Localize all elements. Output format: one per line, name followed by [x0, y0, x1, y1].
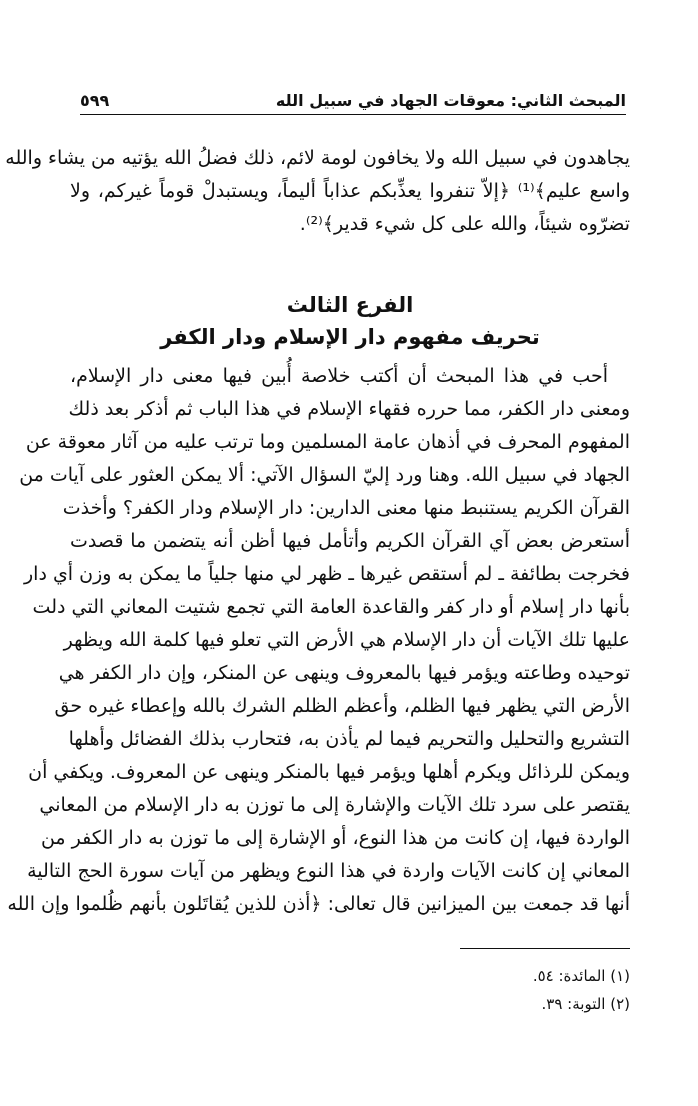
footnote: (١) المائدة: ٥٤.: [532, 967, 630, 985]
text-line: يقتصر على سرد تلك الآيات والإشارة إلى ما توزن به دار الإسلام من المعاني: [39, 794, 630, 816]
header-rule: [80, 114, 626, 115]
text-line: ومعنى دار الكفر، مما حرره فقهاء الإسلام في هذا الباب ثم أذكر بعد ذلك: [68, 398, 630, 420]
text-line: عليها تلك الآيات أن دار الإسلام هي الأرض التي تعلو فيها كلمة الله ويظهر: [63, 629, 630, 651]
text-line: الأرض التي يظهر فيها الظلم، وأعظم الظلم الشرك بالله وإعطاء غيره حق: [54, 695, 630, 717]
text-line: تضرّوه شيئاً، والله على كل شيء قدير﴾⁽²⁾.: [299, 213, 630, 235]
text-line: المفهوم المحرف في أذهان عامة المسلمين وما ترتب عليه من آثار معوقة عن: [25, 431, 630, 453]
text-line: يجاهدون في سبيل الله ولا يخافون لومة لائم، ذلك فضلُ الله يؤتيه من يشاء والله: [5, 147, 630, 169]
text-line: أستعرض بعض آي القرآن الكريم وأتأمل فيها أظن أنه يتضمن ما قصدت: [70, 530, 630, 552]
running-header: [80, 86, 626, 114]
text-line: القرآن الكريم يستنبط منها معنى الدارين: دار الإسلام ودار الكفر؟ وأخذت: [62, 497, 630, 519]
text-line: الجهاد في سبيل الله. وهنا ورد إليّ السؤال الآتي: ألا يمكن العثور على آيات من: [19, 464, 630, 486]
text-line: بأنها دار إسلام أو دار كفر والقاعدة العامة التي تجمع شتيت المعاني التي دلت: [32, 596, 630, 618]
text-line: أحب في هذا المبحث أن أكتب خلاصة أُبين فيها معنى دار الإسلام،: [70, 365, 608, 387]
branch-title: الفرع الثالث: [286, 293, 414, 317]
text-line: الواردة فيها، إن كانت من هذا النوع، أو الإشارة إلى ما توزن به دار الكفر من: [40, 827, 630, 849]
footnotes: [300, 962, 630, 1018]
section-subtitle: تحريف مفهوم دار الإسلام ودار الكفر: [160, 325, 540, 349]
page-number: ٥٩٩: [80, 90, 110, 110]
text-line: المعاني إن كانت الآيات واردة في هذا النوع ويظهر من آيات سورة الحج التالية: [27, 860, 630, 882]
text-line: أنها قد جمعت بين الميزانين قال تعالى: ﴿أذن للذين يُقاتَلون بأنهم ظُلموا وإن الله: [7, 893, 630, 915]
text-line: توحيده وطاعته ويؤمر فيها بالمعروف وينهى عن المنكر، وإن دار الكفر هي: [58, 662, 630, 684]
footnote: (٢) التوبة: ٣٩.: [541, 995, 630, 1013]
footnote-rule: [460, 948, 630, 949]
main-paragraph: [7, 360, 630, 921]
text-line: ويمكن للرذائل ويكرم أهلها ويؤمر فيها بالمنكر وينهى عن المعروف. ويكفي أن: [28, 761, 630, 783]
text-line: واسع عليم﴾⁽¹⁾ ﴿إلاّ تنفروا يعذِّبكم عذاباً أليماً، ويستبدلْ قوماً غيركم، ولا: [70, 180, 630, 202]
running-header-title: المبحث الثاني: معوقات الجهاد في سبيل الله: [275, 90, 626, 110]
opening-paragraph: [5, 142, 630, 241]
text-line: التشريع والتحليل والتحريم فيما لم يأذن به، فتحارب بذلك الفضائل وأهلها: [68, 728, 630, 750]
text-line: فخرجت بطائفة ـ لم أستقص غيرها ـ ظهر لي منها جلياً ما يمكن به وزن أي دار: [23, 563, 630, 585]
